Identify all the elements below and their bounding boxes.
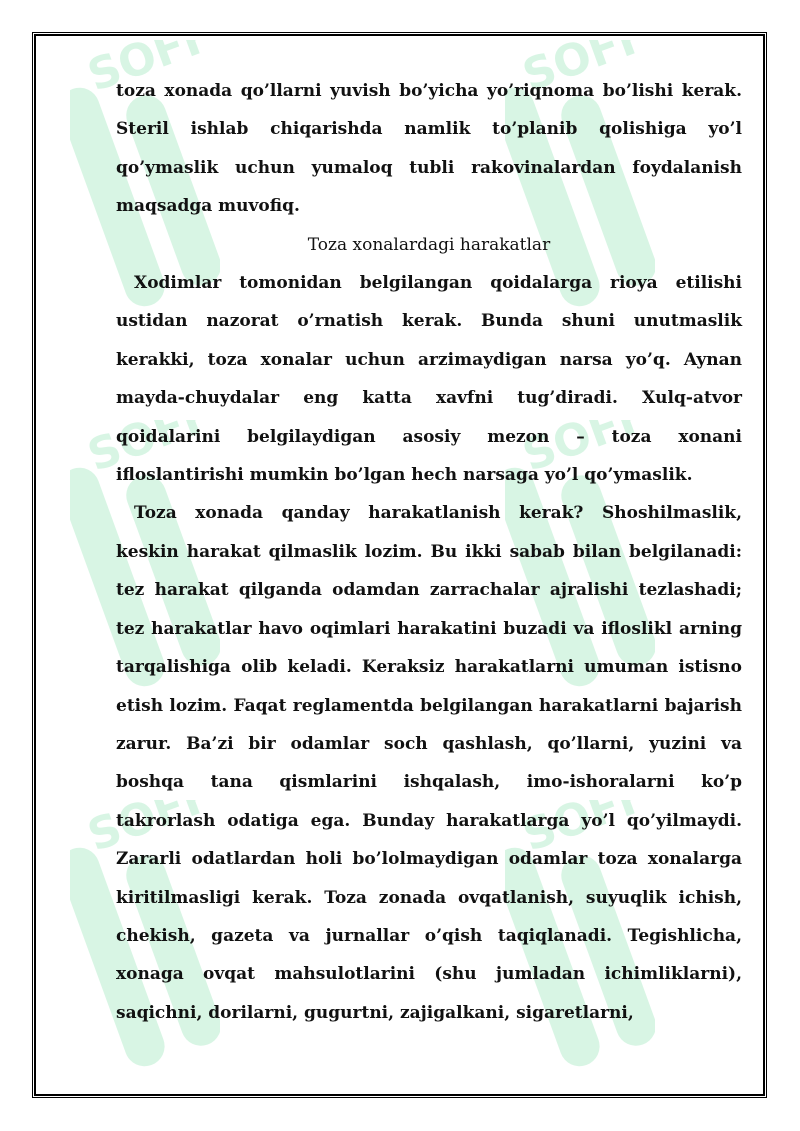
document-body <box>116 72 742 1032</box>
svg-text:SOFF: SOFF <box>81 800 220 862</box>
paragraph-intro: toza xonada qo’llarni yuvish bo’yicha yo’riqnoma bo’lishi kerak. Steril ishlab chiqarishda namlik to’planib qolishiga yo’l qo’ymaslik uchun yumaloq tubli rakovinalardan foydalanish maqsadga muvofiq. <box>116 81 742 217</box>
svg-text:SOFF: SOFF <box>516 420 655 482</box>
paragraph-1: Xodimlar tomonidan belgilangan qoidalarga rioya etilishi ustidan nazorat o’rnatish kerak. Bunda shuni unutmaslik kerakki, toza xonalar uchun arzimaydigan narsa yo’q. Aynan mayda-chuydalar eng katta xavfni tug’diradi. Xulq-atvor qoidalarini belgilaydigan asosiy mezon – toza xonani ifloslantirishi mumkin bo’lgan hech narsaga yo’l qo’ymaslik. <box>116 273 742 486</box>
svg-text:SOFF: SOFF <box>81 40 220 102</box>
svg-text:SOFF: SOFF <box>81 420 220 482</box>
svg-text:SOFF: SOFF <box>516 800 655 862</box>
paragraph-2: Toza xonada qanday harakatlanish kerak? Shoshilmaslik, keskin harakat qilmaslik lozim. Bu ikki sabab bilan belgilanadi: tez harakat qilganda odamdan zarrachalar ajralishi tezlashadi; tez harakatlar havo oqimlari harakatini buzadi va ifloslikl arning tarqalishiga olib keladi. Keraksiz harakatlarni umuman istisno etish lozim. Faqat reglamentda belgilangan harakatlarni bajarish zarur. Ba’zi bir odamlar soch qashlash, qo’llarni, yuzini va boshqa tana qismlarini ishqalash, imo-ishoralarni ko’p takrorlash odatiga ega. Bunday harakatlarga yo’l qo’yilmaydi. Zararli odatlardan holi bo’lolmaydigan odamlar toza xonalarga kiritilmasligi kerak. Toza zonada ovqatlanish, suyuqlik ichish, chekish, gazeta va jurnallar o’qish taqiqlanadi. Tegishlicha, xonaga ovqat mahsulotlarini (shu jumladan ichimliklarni), saqichni, dorilarni, gugurtni, zajigalkani, sigaretlarni, <box>116 503 742 1023</box>
svg-text:SOFF: SOFF <box>516 40 655 102</box>
section-heading: Toza xonalardagi harakatlar <box>307 234 551 255</box>
